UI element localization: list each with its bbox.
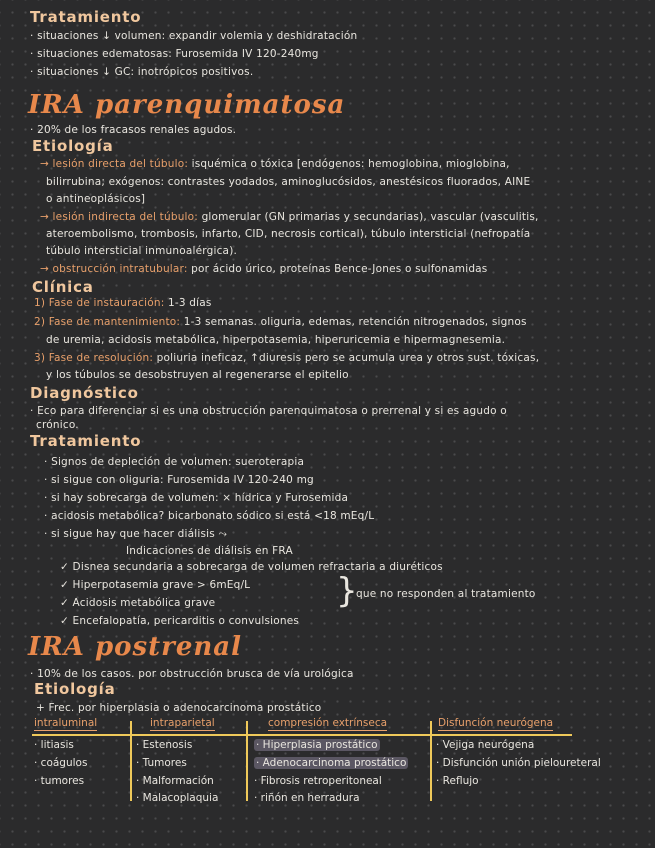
list-item: · acidosis metabólica? bicarbonato sódico si está <18 mEq/L [44, 510, 375, 522]
etiologia-label: → lesión indirecta del túbulo: [40, 211, 199, 223]
intro-text: · 10% de los casos. por obstrucción brusca de vía urológica [30, 668, 354, 680]
list-item: · situaciones edematosas: Furosemida IV 120-240mg [30, 48, 319, 60]
etiologia-line: → obstrucción intratubular: por ácido úrico, proteínas Bence-Jones o sulfonamidas [40, 263, 488, 275]
etiologia-line: bilirrubina; exógenos: contrastes yodados, aminoglucósidos, anestésicos fluorados, AINE [46, 176, 531, 188]
clinica-line: de uremia, acidosis metabólica, hiperpotasemia, hiperuricemia e hipermagnesemia. [46, 334, 506, 346]
col-header-intraparietal: intraparietal [150, 717, 215, 729]
col-header-intraluminal: intraluminal [34, 717, 98, 729]
list-item: · si sigue hay que hacer diálisis ⤳ [44, 528, 228, 540]
section-title-tratamiento: Tratamiento [30, 432, 142, 450]
section-title-clinica: Clínica [32, 278, 94, 296]
table-cell: · Tumores [136, 757, 187, 769]
table-cell: · Estenosis [136, 739, 193, 751]
indicacion-item: ✓ Disnea secundaria a sobrecarga de volumen refractaria a diuréticos [60, 561, 443, 573]
table-cell: · Malacoplaquia [136, 792, 219, 804]
table-cell: · Malformación [136, 775, 214, 787]
etiologia-line: ateroembolismo, trombosis, infarto, CID, necrosis cortical), túbulo intersticial (nefropatía [46, 228, 531, 240]
list-item: · situaciones ↓ GC: inotrópicos positivos. [30, 66, 254, 78]
table-cell: · Disfunción unión pieloureteral [436, 757, 601, 769]
table-cell: · coágulos [34, 757, 88, 769]
heading-ira-parenquimatosa: IRA parenquimatosa [28, 90, 346, 120]
brace-note: que no responden al tratamiento [356, 588, 536, 600]
table-cell: · tumores [34, 775, 85, 787]
etiologia-label: → obstrucción intratubular: [40, 263, 188, 275]
etiologia-line: túbulo intersticial inmunoalérgica). [46, 245, 238, 257]
list-item: · si sigue con oliguria: Furosemida IV 120-240 mg [44, 474, 314, 486]
diagnostico-line: · Eco para diferenciar si es una obstrucción parenquimatosa o prerrenal y si es agudo o [30, 405, 507, 417]
table-rule [32, 734, 572, 736]
section-title-etiologia: Etiología [32, 137, 114, 155]
table-cell: · Reflujo [436, 775, 479, 787]
col-header-disfuncion: Disfunción neurógena [438, 717, 554, 729]
table-divider [130, 721, 132, 801]
clinica-line: 2) Fase de mantenimiento: 1-3 semanas. oliguria, edemas, retención nitrogenados, signos [34, 316, 527, 328]
list-item: · si hay sobrecarga de volumen: × hídrica y Furosemida [44, 492, 349, 504]
diagnostico-line: crónico. [36, 419, 79, 431]
etiologia-line: → lesión directa del túbulo: isquémica o tóxica [endógenos: hemoglobina, mioglobina, [40, 158, 510, 170]
highlighted-cell: · Adenocarcinoma prostático [256, 757, 407, 769]
col-header-compresion: compresión extrínseca [268, 717, 388, 729]
section-title-diagnostico: Diagnóstico [30, 384, 139, 402]
etiologia-line: → lesión indirecta del túbulo: glomerular (GN primarias y secundarias), vascular (vasculitis, [40, 211, 539, 223]
table-cell: · litiasis [34, 739, 74, 751]
table-cell: · riñón en herradura [254, 792, 360, 804]
etiologia-table [32, 717, 647, 804]
intro-text: · 20% de los fracasos renales agudos. [30, 124, 237, 136]
indicacion-item: ✓ Encefalopatía, pericarditis o convulsiones [60, 615, 300, 627]
highlighted-cell: · Hiperplasia prostático [256, 739, 378, 751]
section-title-tratamiento: Tratamiento [30, 8, 142, 26]
frec-note: + Frec. por hiperplasia o adenocarcinoma prostático [36, 702, 322, 714]
indicacion-item: ✓ Acidosis metabólica grave [60, 597, 216, 609]
etiologia-line: o antineoplásicos] [46, 193, 146, 205]
clinica-line: 3) Fase de resolución: poliuria ineficaz, ↑diuresis pero se acumula urea y otros sust. tóxicas, [34, 352, 540, 364]
clinica-line: 1) Fase de instauración: 1-3 días [34, 297, 212, 309]
table-cell: · Fibrosis retroperitoneal [254, 775, 382, 787]
list-item: · situaciones ↓ volumen: expandir volemia y deshidratación [30, 30, 358, 42]
etiologia-label: → lesión directa del túbulo: [40, 158, 189, 170]
indicaciones-title: Indicaciones de diálisis en FRA [126, 545, 293, 557]
clinica-line: y los túbulos se desobstruyen al regenerarse el epitelio [46, 369, 349, 381]
list-item: · Signos de depleción de volumen: sueroterapia [44, 456, 305, 468]
table-divider [246, 721, 248, 801]
table-divider [430, 721, 432, 801]
indicacion-item: ✓ Hiperpotasemia grave > 6mEq/L [60, 579, 251, 591]
heading-ira-postrenal: IRA postrenal [28, 632, 243, 662]
table-cell: · Vejiga neurógena [436, 739, 535, 751]
right-brace-icon: } [336, 571, 358, 611]
section-title-etiologia: Etiología [34, 680, 116, 698]
